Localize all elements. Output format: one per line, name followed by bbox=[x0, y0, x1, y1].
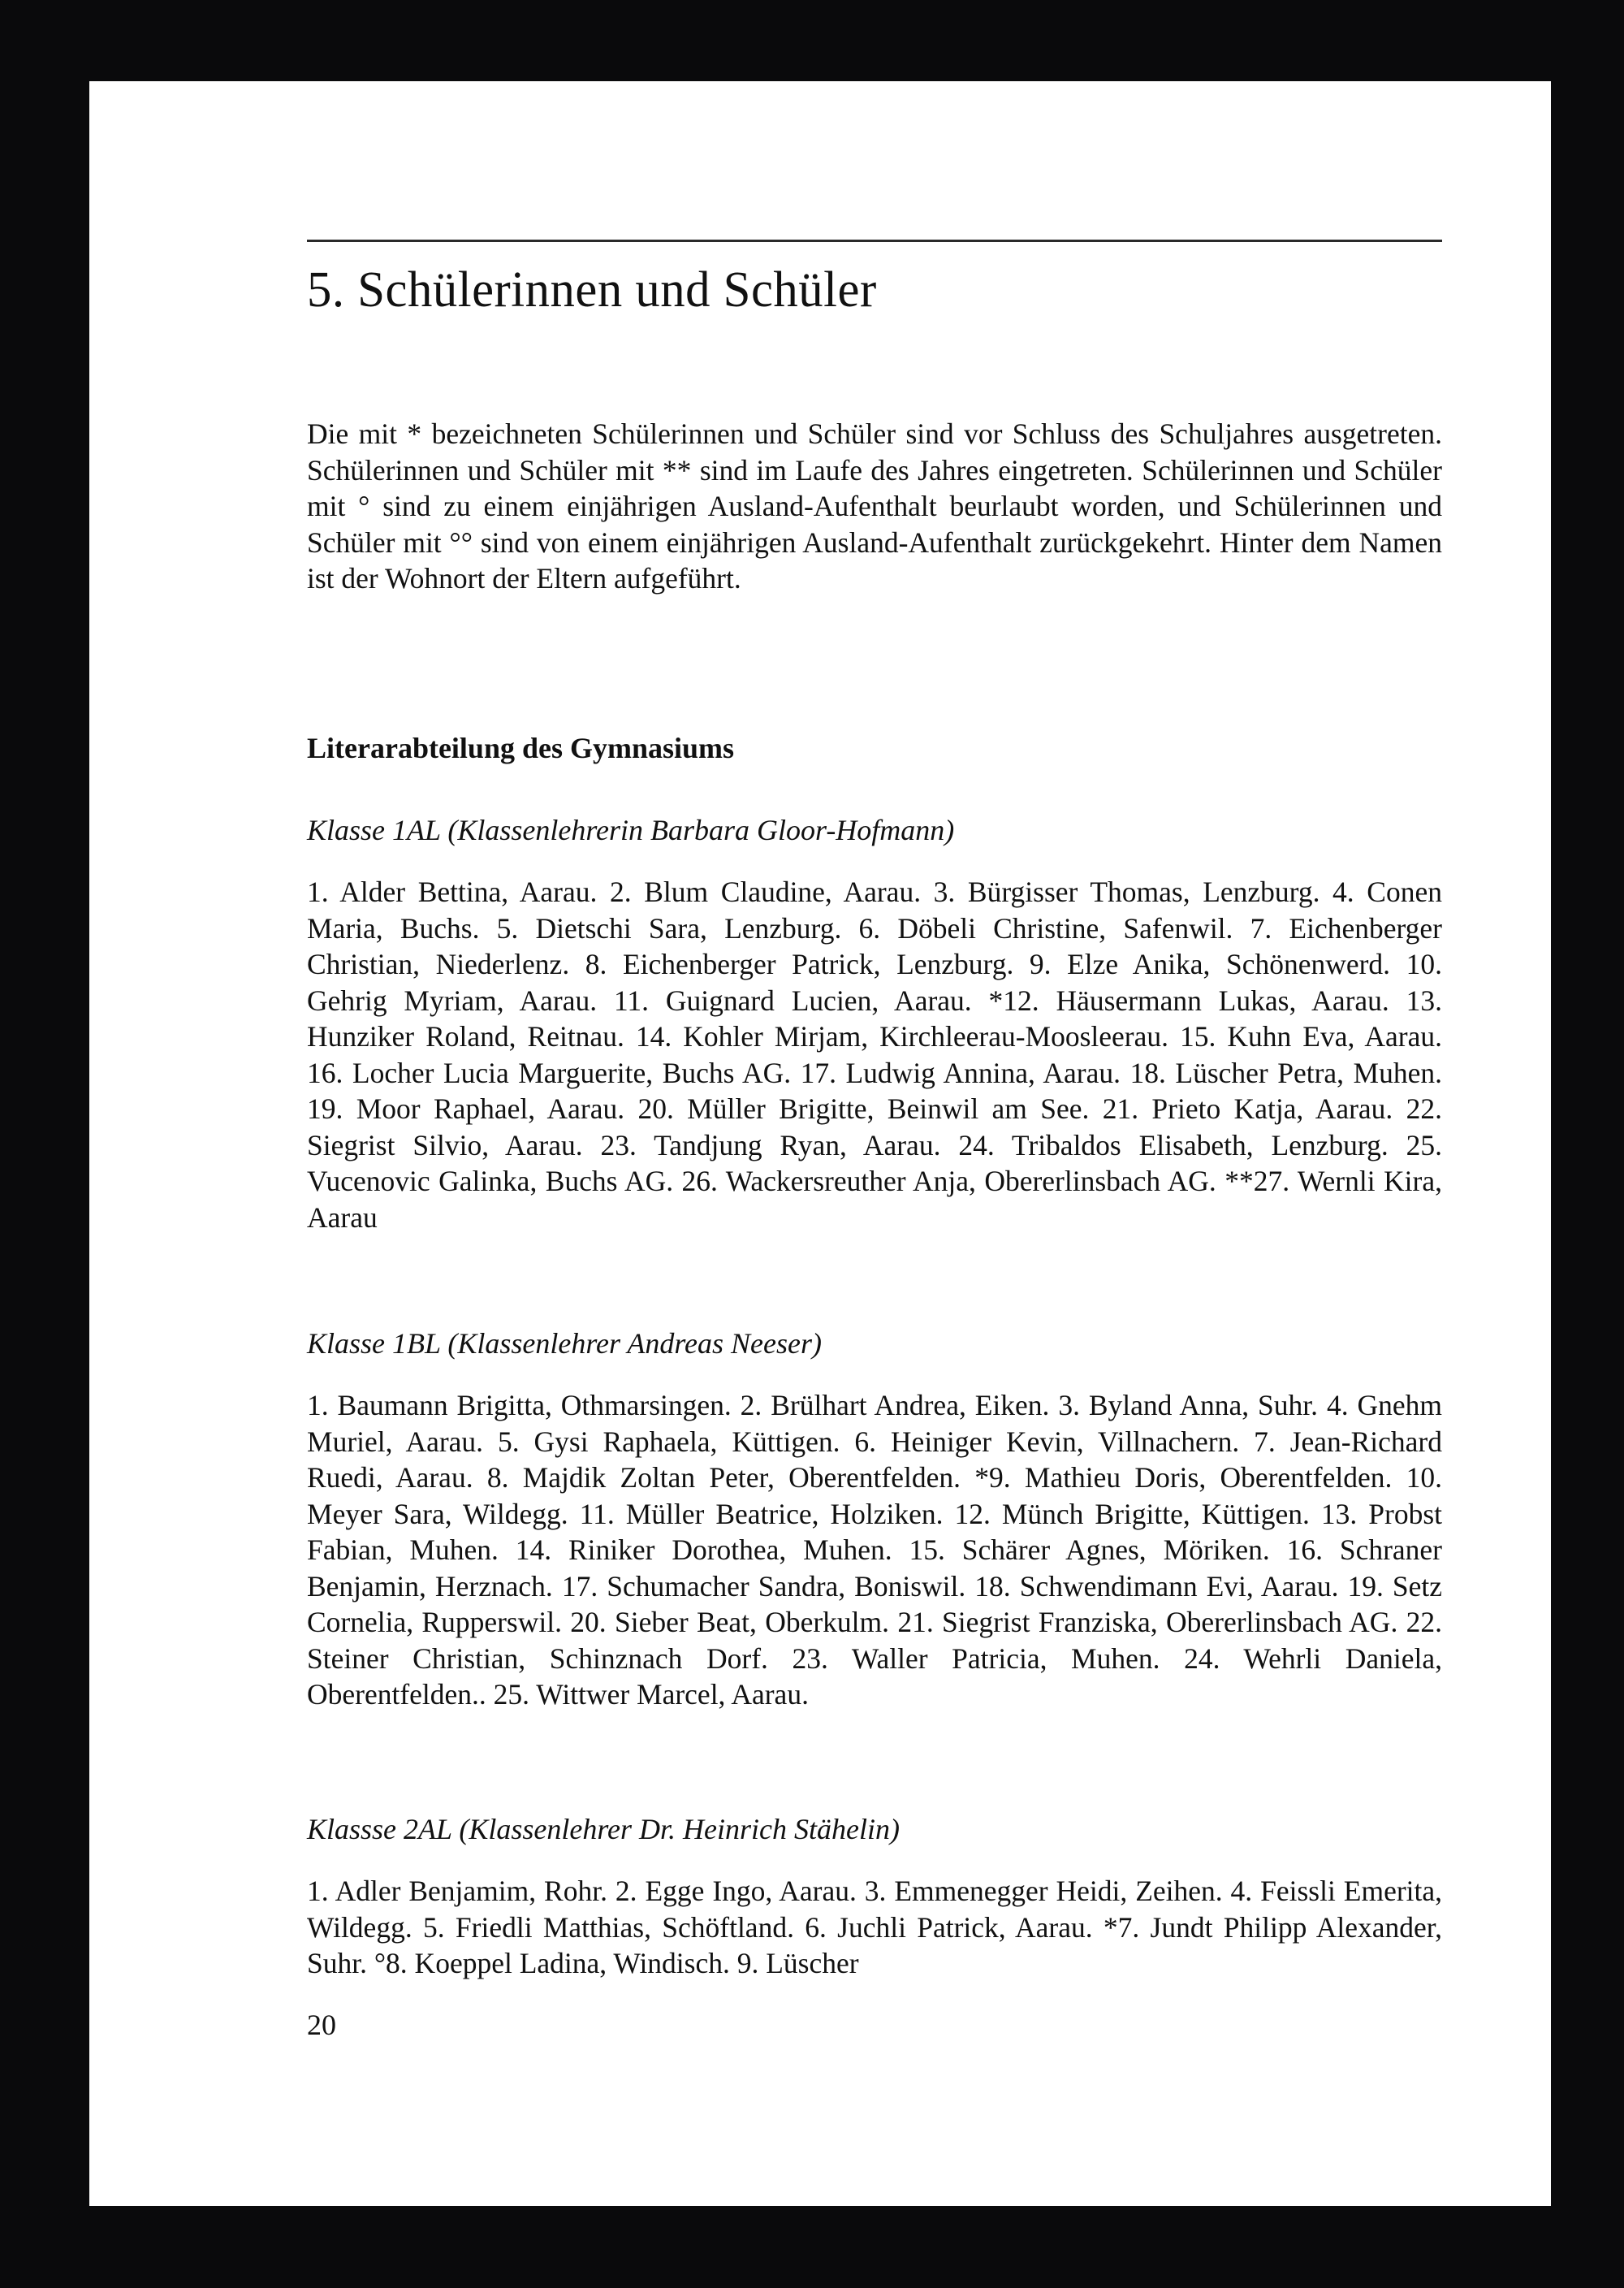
student-list: 1. Alder Bettina, Aarau. 2. Blum Claudine, Aarau. 3. Bürgisser Thomas, Lenzburg. 4. Conen Maria, Buchs. 5. Dietschi Sara, Lenzburg. 6. Döbeli Christine, Safenwil. 7. Eichenberger Christian, Niederlenz. 8. Eichenberger Patrick, Lenzburg. 9. Elze Anika, Schönenwerd. 10. Gehrig Myriam, Aarau. 11. Guignard Lucien, Aarau. *12. Häusermann Lukas, Aarau. 13. Hunziker Roland, Reitnau. 14. Kohler Mirjam, Kirchleerau-Moosleerau. 15. Kuhn Eva, Aarau. 16. Locher Lucia Marguerite, Buchs AG. 17. Ludwig Annina, Aarau. 18. Lüscher Petra, Muhen. 19. Moor Raphael, Aarau. 20. Müller Brigitte, Beinwil am See. 21. Prieto Katja, Aarau. 22. Siegrist Silvio, Aarau. 23. Tandjung Ryan, Aarau. 24. Tribaldos Elisabeth, Lenzburg. 25. Vucenovic Galinka, Buchs AG. 26. Wackersreuther Anja, Obererlinsbach AG. **27. Wernli Kira, Aarau bbox=[307, 876, 1442, 1234]
class-title: Klasse 1BL (Klassenlehrer Andreas Neeser) bbox=[307, 1327, 822, 1360]
intro-paragraph: Die mit * bezeichneten Schülerinnen und Schüler sind vor Schluss des Schuljahres ausgetreten. Schülerinnen und Schüler mit ** sind im Laufe des Jahres eingetreten. Schülerinnen und Schüler mit ° sind zu einem einjährigen Ausland-Aufenthalt beurlaubt worden, und Schülerinnen und Schüler mit °° sind von einem einjährigen Ausland-Aufenthalt zurückgekehrt. Hinter dem Namen ist der Wohnort der Eltern aufgeführt. bbox=[307, 417, 1442, 595]
section-heading: Literarabteilung des Gymnasiums bbox=[307, 732, 735, 764]
chapter-divider-rule bbox=[307, 240, 1442, 242]
document-page bbox=[89, 81, 1551, 2206]
class-block-1bl bbox=[307, 1326, 1442, 1713]
student-list: 1. Adler Benjamim, Rohr. 2. Egge Ingo, Aarau. 3. Emmenegger Heidi, Zeihen. 4. Feissli Emerita, Wildegg. 5. Friedli Matthias, Schöftland. 6. Juchli Patrick, Aarau. *7. Jundt Philipp Alexander, Suhr. °8. Koeppel Ladina, Windisch. 9. Lüscher bbox=[307, 1875, 1442, 1979]
class-title: Klasse 1AL (Klassenlehrerin Barbara Gloor-Hofmann) bbox=[307, 814, 955, 846]
class-block-2al bbox=[307, 1811, 1442, 1982]
class-title: Klassse 2AL (Klassenlehrer Dr. Heinrich Stähelin) bbox=[307, 1813, 900, 1845]
class-block-1al bbox=[307, 812, 1442, 1235]
student-list: 1. Baumann Brigitta, Othmarsingen. 2. Brülhart Andrea, Eiken. 3. Byland Anna, Suhr. 4. Gnehm Muriel, Aarau. 5. Gysi Raphaela, Küttigen. 6. Heiniger Kevin, Villnachern. 7. Jean-Richard Ruedi, Aarau. 8. Majdik Zoltan Peter, Oberentfelden. *9. Mathieu Doris, Oberentfelden. 10. Meyer Sara, Wildegg. 11. Müller Beatrice, Holziken. 12. Münch Brigitte, Küttigen. 13. Probst Fabian, Muhen. 14. Riniker Dorothea, Muhen. 15. Schärer Agnes, Möriken. 16. Schraner Benjamin, Herznach. 17. Schumacher Sandra, Boniswil. 18. Schwendimann Evi, Aarau. 19. Setz Cornelia, Rupperswil. 20. Sieber Beat, Oberkulm. 21. Siegrist Franziska, Obererlinsbach AG. 22. Steiner Christian, Schinznach Dorf. 23. Waller Patricia, Muhen. 24. Wehrli Daniela, Oberentfelden.. 25. Wittwer Marcel, Aarau. bbox=[307, 1389, 1442, 1711]
page-number: 20 bbox=[307, 2009, 336, 2041]
chapter-title: 5. Schülerinnen und Schüler bbox=[307, 262, 877, 318]
